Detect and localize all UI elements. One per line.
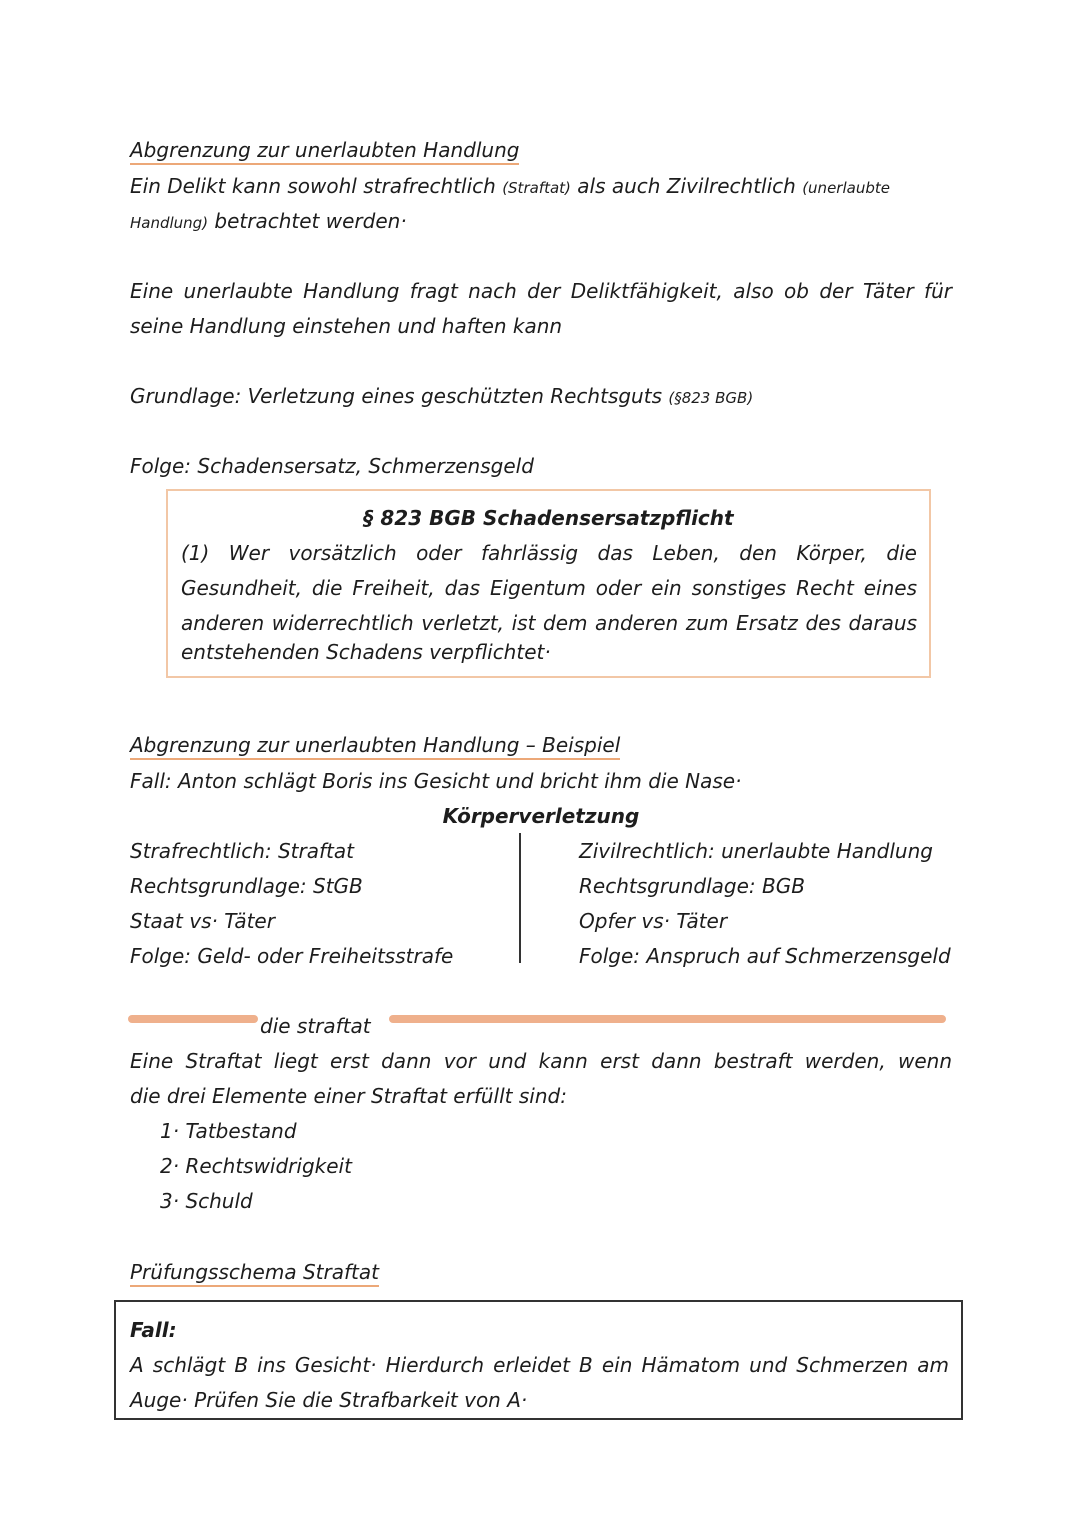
left-column-item: Folge: Geld- oder Freiheitsstrafe bbox=[130, 944, 454, 968]
delikt-paragraph-line-2: Handlung) betrachtet werden· bbox=[130, 209, 407, 233]
delikt-paragraph-line-1: Ein Delikt kann sowohl strafrechtlich (Straftat) als auch Zivilrechtlich (unerlaubte bbox=[130, 174, 890, 198]
quote-title: § 823 BGB Schadensersatzpflicht bbox=[363, 506, 734, 530]
case-label: Fall: bbox=[130, 1318, 177, 1342]
quote-line-1: (1) Wer vorsätzlich oder fahrlässig das Leben, den Körper, die bbox=[181, 541, 917, 565]
quote-line-4: entstehenden Schadens verpflichtet· bbox=[181, 640, 551, 664]
left-column-item: Staat vs· Täter bbox=[130, 909, 275, 933]
right-column-item: Zivilrechtlich: unerlaubte Handlung bbox=[579, 839, 933, 863]
folge-line: Folge: Schadensersatz, Schmerzensgeld bbox=[130, 454, 534, 478]
section-bar-left bbox=[128, 1015, 258, 1023]
section-heading-pruefungsschema: Prüfungsschema Straftat bbox=[130, 1260, 379, 1287]
list-item: 3· Schuld bbox=[160, 1189, 253, 1213]
case-line-2: Auge· Prüfen Sie die Strafbarkeit von A· bbox=[130, 1388, 528, 1412]
case-line-1: A schlägt B ins Gesicht· Hierdurch erleidet B ein Hämatom und Schmerzen am bbox=[130, 1353, 949, 1377]
straftat-intro-line-1: Eine Straftat liegt erst dann vor und kann erst dann bestraft werden, wenn bbox=[130, 1049, 952, 1073]
deliktfaehigkeit-line-2: seine Handlung einstehen und haften kann bbox=[130, 314, 563, 338]
section-heading-beispiel: Abgrenzung zur unerlaubten Handlung – Beispiel bbox=[130, 733, 620, 760]
left-column-item: Rechtsgrundlage: StGB bbox=[130, 874, 363, 898]
koerperverletzung-title: Körperverletzung bbox=[442, 804, 640, 828]
list-item: 2· Rechtswidrigkeit bbox=[160, 1154, 352, 1178]
grundlage-line: Grundlage: Verletzung eines geschützten Rechtsguts (§823 BGB) bbox=[130, 384, 754, 408]
beispiel-case-line: Fall: Anton schlägt Boris ins Gesicht und bricht ihm die Nase· bbox=[130, 769, 742, 793]
straftat-section-label: die straftat bbox=[260, 1014, 371, 1038]
quote-line-3: anderen widerrechtlich verletzt, ist dem anderen zum Ersatz des daraus bbox=[181, 611, 917, 635]
list-item: 1· Tatbestand bbox=[160, 1119, 297, 1143]
right-column-item: Folge: Anspruch auf Schmerzensgeld bbox=[579, 944, 951, 968]
right-column-item: Rechtsgrundlage: BGB bbox=[579, 874, 805, 898]
column-divider bbox=[519, 833, 521, 963]
section-bar-right bbox=[389, 1015, 946, 1023]
deliktfaehigkeit-line-1: Eine unerlaubte Handlung fragt nach der Deliktfähigkeit, also ob der Täter für bbox=[130, 279, 952, 303]
section-heading-unerlaubte-handlung: Abgrenzung zur unerlaubten Handlung bbox=[130, 138, 519, 165]
quote-line-2: Gesundheit, die Freiheit, das Eigentum oder ein sonstiges Recht eines bbox=[181, 576, 917, 600]
straftat-intro-line-2: die drei Elemente einer Straftat erfüllt sind: bbox=[130, 1084, 567, 1108]
left-column-item: Strafrechtlich: Straftat bbox=[130, 839, 354, 863]
right-column-item: Opfer vs· Täter bbox=[579, 909, 728, 933]
